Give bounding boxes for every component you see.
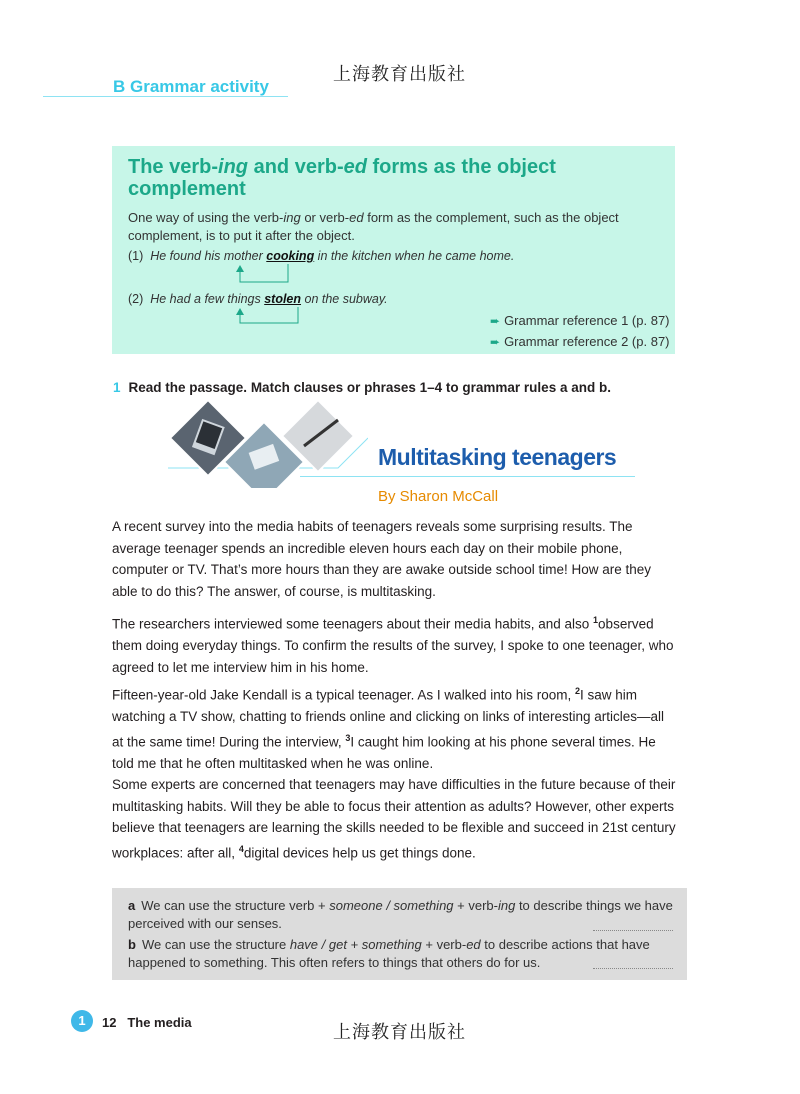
article-paragraph-4: Some experts are concerned that teenagers may have difficulties in the future because of their multitasking habits. Will they be able to focus their attention as adults? However, other experts believe that teenagers are learning the skills needed to be flexible and succeed in 21st century workplaces: after all, $^4$digital devices help us get things done. — [112, 777, 676, 860]
article-paragraph-3: Fifteen-year-old Jake Kendall is a typical teenager. As I walked into his room, $^2$I saw him watching a TV show, chatting to friends online and clicking on links of interesting articles—all at the same time! During the interview, $^3$I caught him looking at his phone several times. He told me that he often multitasked when he was online. — [112, 686, 665, 771]
grammar-reference-2[interactable]: ➨ Grammar reference 2 (p. 87) — [490, 334, 670, 349]
section-title: B Grammar activity — [113, 77, 269, 96]
unit-badge: 1 — [71, 1010, 93, 1032]
example-1: (1) He found his mother cooking in the kitchen when he came home. — [128, 249, 515, 263]
exercise-instruction: 1 Read the passage. Match clauses or phrases 1–4 to grammar rules a and b. — [113, 380, 611, 395]
headline-divider — [300, 476, 635, 477]
section-divider — [43, 96, 288, 97]
article-byline: By Sharon McCall — [378, 488, 499, 505]
rule-b: b We can use the structure have / get + something + verb-ed to describe actions that have happened to something. This often refers to things that others do for us. — [128, 937, 650, 970]
article-paragraph-1: A recent survey into the media habits of teenagers reveals some surprising results. The average teenager spends an incredible eleven hours each day on their mobile phone, computer or TV. That’s more hours than they are awake outside school time! How are they able to do this? The answer, of course, is multitasking. — [112, 519, 652, 599]
rule-a-answer-line[interactable] — [593, 929, 673, 931]
example-2: (2) He had a few things stolen on the subway. — [128, 292, 388, 306]
grammar-reference-1[interactable]: ➨ Grammar reference 1 (p. 87) — [490, 313, 670, 328]
arrow-right-icon: ➨ — [490, 335, 501, 349]
arrow-right-icon: ➨ — [490, 314, 501, 328]
example-1-bracket — [230, 262, 320, 288]
example-2-bracket — [230, 305, 320, 327]
publisher-footer: 上海教育出版社 — [333, 1022, 466, 1043]
footer-page-info: 12 The media — [102, 1015, 192, 1030]
article-banner-photos — [168, 398, 368, 488]
grammar-box-title: The verb-ing and verb-ed forms as the object complement — [128, 156, 556, 200]
grammar-box-explanation: One way of using the verb-ing or verb-ed form as the complement, such as the object complement, is to put it after the object. — [128, 210, 619, 243]
rule-b-answer-line[interactable] — [593, 967, 673, 969]
rule-a: a We can use the structure verb + someone / something + verb-ing to describe things we have perceived with our senses. — [128, 898, 673, 931]
article-headline: Multitasking teenagers — [378, 444, 617, 470]
article-paragraph-2: The researchers interviewed some teenagers about their media habits, and also $^1$observed them doing everyday things. To confirm the results of the survey, I spoke to one teenager, who agreed to let me interview him in his home. — [112, 615, 674, 675]
publisher-header: 上海教育出版社 — [333, 64, 466, 85]
